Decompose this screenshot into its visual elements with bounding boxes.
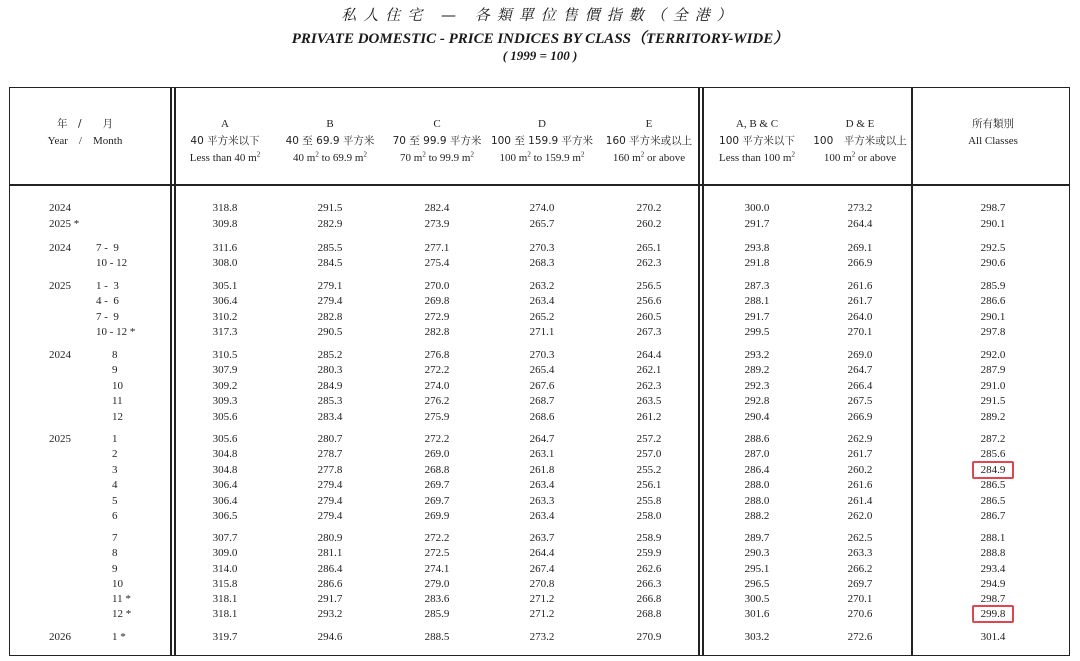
index-value: 261.7 [847, 448, 873, 460]
index-value: 267.6 [529, 380, 555, 392]
index-value: 264.4 [636, 349, 662, 361]
header-class-1 [171, 116, 279, 167]
header-year-month [20, 116, 150, 150]
index-value: 275.4 [424, 257, 450, 269]
index-value: 271.1 [529, 326, 555, 338]
index-value: 279.4 [317, 295, 343, 307]
index-value: 290.4 [744, 411, 770, 423]
index-value: 269.9 [424, 510, 450, 522]
rule-after-month-2 [174, 87, 176, 656]
row-month: 6 [112, 510, 118, 522]
index-value: 292.3 [744, 380, 770, 392]
index-value: 261.2 [636, 411, 662, 423]
index-value: 261.6 [847, 479, 873, 491]
index-value: 296.5 [744, 578, 770, 590]
header-class-6 [702, 116, 812, 167]
index-value: 263.7 [529, 532, 555, 544]
index-value: 290.1 [980, 311, 1006, 323]
index-value: 288.8 [980, 547, 1006, 559]
header-class-4 [488, 116, 596, 167]
index-value: 279.4 [317, 479, 343, 491]
index-value: 283.6 [424, 593, 450, 605]
index-value: 310.5 [212, 349, 238, 361]
index-value: 309.3 [212, 395, 238, 407]
index-value: 273.2 [847, 202, 873, 214]
index-value: 263.5 [636, 395, 662, 407]
index-value: 304.8 [212, 464, 238, 476]
row-month: 1 [112, 433, 118, 445]
header-class-en-sup: 2 [640, 150, 645, 159]
index-value: 289.7 [744, 532, 770, 544]
highlight-box [972, 605, 1014, 623]
index-value: 291.8 [744, 257, 770, 269]
index-value: 314.0 [212, 563, 238, 575]
header-class-letter: B [326, 118, 334, 130]
row-year: 2025 * [49, 218, 80, 230]
index-value: 272.6 [847, 631, 873, 643]
index-value: 306.4 [212, 479, 238, 491]
index-value: 289.2 [980, 411, 1006, 423]
index-value: 286.4 [317, 563, 343, 575]
index-value: 263.2 [529, 280, 555, 292]
index-value: 318.1 [212, 593, 238, 605]
index-value: 285.2 [317, 349, 343, 361]
header-class-en-sup: 2 [315, 150, 319, 159]
index-value: 268.8 [424, 464, 450, 476]
index-value: 268.7 [529, 395, 555, 407]
index-value: 284.9 [317, 380, 343, 392]
index-value: 288.2 [744, 510, 770, 522]
index-value: 286.7 [980, 510, 1006, 522]
row-month: 4 [112, 479, 118, 491]
index-value: 310.2 [212, 311, 238, 323]
index-value: 280.7 [317, 433, 343, 445]
page-title-english: PRIVATE DOMESTIC - PRICE INDICES BY CLASS（TERRITORY-WIDE） [291, 31, 789, 47]
index-value: 273.2 [529, 631, 555, 643]
header-class-2 [276, 116, 384, 167]
row-month: 9 [112, 364, 118, 376]
index-value: 270.3 [529, 242, 555, 254]
index-value: 309.0 [212, 547, 238, 559]
index-value: 256.5 [636, 280, 662, 292]
header-year-month-en: Year / Month [47, 135, 123, 147]
index-value: 286.6 [980, 295, 1006, 307]
rule-after-month [170, 87, 172, 656]
index-value: 269.1 [847, 242, 873, 254]
index-value: 307.7 [212, 532, 238, 544]
index-value: 282.8 [424, 326, 450, 338]
index-value: 270.1 [847, 326, 873, 338]
row-month: 7 [112, 532, 118, 544]
header-class-en: 160 $m^2$ or above [612, 150, 686, 164]
index-value: 305.1 [212, 280, 238, 292]
index-value: 269.7 [424, 479, 450, 491]
index-value: 300.0 [744, 202, 770, 214]
index-value: 309.2 [212, 380, 238, 392]
header-class-zh: 100 至 159.9 平方米 [490, 135, 594, 147]
row-month: 1 * [112, 631, 126, 643]
header-class-3 [383, 116, 491, 167]
index-value: 264.7 [529, 433, 555, 445]
header-class-letter: D & E [845, 118, 875, 130]
header-class-en: 100 $m^2$ to 159.9 $m^2$ [499, 150, 585, 164]
index-value: 293.8 [744, 242, 770, 254]
index-value: 288.5 [424, 631, 450, 643]
index-value: 318.1 [212, 608, 238, 620]
index-value: 270.2 [636, 202, 662, 214]
header-all-classes-en: All Classes [968, 135, 1018, 147]
row-month: 10 [112, 380, 123, 392]
index-value: 262.5 [847, 532, 873, 544]
row-month: 10 - 12 * [96, 326, 136, 338]
base-year-note: ( 1999 = 100 ) [502, 48, 578, 63]
index-value: 262.6 [636, 563, 662, 575]
header-all-classes [938, 116, 1048, 150]
index-value: 288.1 [980, 532, 1006, 544]
index-value: 260.5 [636, 311, 662, 323]
index-value: 284.5 [317, 257, 343, 269]
index-value: 291.0 [980, 380, 1006, 392]
index-value: 276.8 [424, 349, 450, 361]
index-value: 298.7 [980, 593, 1006, 605]
index-value: 265.7 [529, 218, 555, 230]
index-value: 304.8 [212, 448, 238, 460]
index-value: 299.8 [980, 608, 1006, 620]
header-class-7 [805, 116, 915, 167]
index-value: 290.6 [980, 257, 1006, 269]
index-value: 303.2 [744, 631, 770, 643]
index-value: 270.9 [636, 631, 662, 643]
index-value: 300.5 [744, 593, 770, 605]
index-value: 266.9 [847, 257, 873, 269]
index-value: 266.9 [847, 411, 873, 423]
index-value: 262.0 [847, 510, 873, 522]
index-value: 270.6 [847, 608, 873, 620]
index-value: 295.1 [744, 563, 770, 575]
index-value: 283.4 [317, 411, 343, 423]
header-class-letter: A [221, 118, 229, 130]
index-value: 270.8 [529, 578, 555, 590]
index-value: 274.0 [529, 202, 555, 214]
index-value: 270.3 [529, 349, 555, 361]
header-class-en: Less than 40 $m^2$ [189, 150, 261, 164]
index-value: 305.6 [212, 411, 238, 423]
index-value: 269.7 [424, 495, 450, 507]
header-class-en-sup: 2 [791, 150, 795, 159]
index-value: 293.2 [744, 349, 770, 361]
index-value: 272.2 [424, 532, 450, 544]
index-value: 291.7 [317, 593, 343, 605]
index-value: 255.8 [636, 495, 662, 507]
index-value: 272.2 [424, 364, 450, 376]
row-year: 2025 [49, 280, 71, 292]
index-value: 262.9 [847, 433, 873, 445]
index-value: 268.3 [529, 257, 555, 269]
index-value: 268.6 [529, 411, 555, 423]
header-class-zh: 40 至 69.9 平方米 [285, 135, 375, 147]
index-value: 289.2 [744, 364, 770, 376]
index-value: 263.4 [529, 510, 555, 522]
header-class-en-sup: 2 [470, 150, 474, 159]
index-value: 287.2 [980, 433, 1006, 445]
index-value: 270.1 [847, 593, 873, 605]
row-month: 7 - 9 [96, 242, 119, 254]
row-month: 8 [112, 349, 118, 361]
index-value: 271.2 [529, 608, 555, 620]
header-class-zh: 100 平方米或以上 [813, 135, 907, 147]
index-value: 307.9 [212, 364, 238, 376]
index-value: 257.2 [636, 433, 662, 445]
index-value: 261.4 [847, 495, 873, 507]
index-value: 285.3 [317, 395, 343, 407]
index-value: 267.5 [847, 395, 873, 407]
index-value: 290.1 [980, 218, 1006, 230]
index-value: 278.7 [317, 448, 343, 460]
index-value: 279.4 [317, 495, 343, 507]
row-month: 2 [112, 448, 118, 460]
index-value: 294.9 [980, 578, 1006, 590]
header-class-en-sup: 2 [256, 150, 261, 159]
index-value: 266.2 [847, 563, 873, 575]
index-value: 282.8 [317, 311, 343, 323]
index-value: 258.9 [636, 532, 662, 544]
page-title-chinese: 私人住宅 — 各類單位售價指數（全港） [341, 6, 739, 24]
index-value: 256.6 [636, 295, 662, 307]
index-value: 258.0 [636, 510, 662, 522]
rule-after-class-e-2 [702, 87, 704, 656]
row-year: 2024 [49, 202, 71, 214]
index-value: 260.2 [636, 218, 662, 230]
index-value: 292.5 [980, 242, 1006, 254]
index-value: 256.1 [636, 479, 662, 491]
row-month: 1 - 3 [96, 280, 119, 292]
header-class-en: 70 $m^2$ to 99.9 $m^2$ [400, 150, 474, 164]
index-value: 257.0 [636, 448, 662, 460]
header-class-zh: 100 平方米以下 [719, 135, 795, 147]
header-class-en-sup: 2 [363, 150, 367, 159]
index-value: 291.5 [980, 395, 1006, 407]
header-year-month-zh: 年 / 月 [56, 118, 114, 130]
index-value: 273.9 [424, 218, 450, 230]
header-class-en-sup: 2 [580, 150, 585, 159]
header-class-letter: C [433, 118, 441, 130]
index-value: 282.9 [317, 218, 343, 230]
header-class-letter: D [538, 118, 546, 130]
header-class-letter: E [645, 118, 653, 130]
index-value: 287.3 [744, 280, 770, 292]
rule-after-class-e [698, 87, 700, 656]
index-value: 265.4 [529, 364, 555, 376]
index-value: 284.9 [980, 464, 1006, 476]
header-class-en: 100 $m^2$ or above [823, 150, 897, 164]
index-value: 265.1 [636, 242, 662, 254]
index-value: 285.5 [317, 242, 343, 254]
index-value: 292.0 [980, 349, 1006, 361]
index-value: 291.5 [317, 202, 343, 214]
row-month: 11 [112, 395, 123, 407]
index-value: 269.8 [424, 295, 450, 307]
index-value: 263.3 [847, 547, 873, 559]
index-value: 308.0 [212, 257, 238, 269]
index-value: 261.6 [847, 280, 873, 292]
index-value: 288.6 [744, 433, 770, 445]
highlight-box [972, 461, 1014, 479]
index-value: 317.3 [212, 326, 238, 338]
row-year: 2026 [49, 631, 71, 643]
index-value: 287.9 [980, 364, 1006, 376]
index-value: 293.4 [980, 563, 1006, 575]
index-value: 288.1 [744, 295, 770, 307]
index-value: 269.0 [424, 448, 450, 460]
header-class-5 [595, 116, 703, 167]
header-all-classes-zh: 所有類別 [972, 118, 1014, 130]
index-value: 294.6 [317, 631, 343, 643]
index-value: 311.6 [212, 242, 238, 254]
index-value: 275.9 [424, 411, 450, 423]
index-value: 264.0 [847, 311, 873, 323]
index-value: 306.4 [212, 295, 238, 307]
index-value: 265.2 [529, 311, 555, 323]
row-month: 10 [112, 578, 123, 590]
index-value: 305.6 [212, 433, 238, 445]
index-value: 286.5 [980, 495, 1006, 507]
index-value: 306.5 [212, 510, 238, 522]
index-value: 262.3 [636, 380, 662, 392]
header-class-zh: 40 平方米以下 [190, 135, 260, 147]
index-value: 279.1 [317, 280, 343, 292]
row-year: 2024 [49, 349, 71, 361]
index-value: 297.8 [980, 326, 1006, 338]
index-value: 298.7 [980, 202, 1006, 214]
index-value: 306.4 [212, 495, 238, 507]
row-month: 10 - 12 [96, 257, 128, 269]
index-value: 315.8 [212, 578, 238, 590]
index-value: 259.9 [636, 547, 662, 559]
index-value: 285.9 [980, 280, 1006, 292]
row-month: 11 * [112, 593, 131, 605]
index-value: 291.7 [744, 311, 770, 323]
index-value: 274.1 [424, 563, 450, 575]
header-class-zh: 70 至 99.9 平方米 [392, 135, 482, 147]
index-value: 269.0 [847, 349, 873, 361]
index-value: 299.5 [744, 326, 770, 338]
index-value: 301.6 [744, 608, 770, 620]
index-value: 270.0 [424, 280, 450, 292]
index-value: 266.8 [636, 593, 662, 605]
index-value: 264.4 [529, 547, 555, 559]
index-value: 309.8 [212, 218, 238, 230]
index-value: 269.7 [847, 578, 873, 590]
index-value: 262.3 [636, 257, 662, 269]
index-value: 261.7 [847, 295, 873, 307]
header-class-en-sup: 2 [527, 150, 531, 159]
row-month: 12 * [112, 608, 132, 620]
index-value: 279.0 [424, 578, 450, 590]
row-month: 4 - 6 [96, 295, 119, 307]
index-value: 292.8 [744, 395, 770, 407]
index-value: 288.0 [744, 479, 770, 491]
header-class-letter: A, B & C [735, 118, 779, 130]
index-value: 272.2 [424, 433, 450, 445]
row-month: 3 [112, 464, 118, 476]
index-value: 279.4 [317, 510, 343, 522]
index-value: 286.6 [317, 578, 343, 590]
index-value: 293.2 [317, 608, 343, 620]
row-year: 2024 [49, 242, 71, 254]
row-month: 8 [112, 547, 118, 559]
index-value: 264.4 [847, 218, 873, 230]
index-value: 285.6 [980, 448, 1006, 460]
row-month: 9 [112, 563, 118, 575]
index-value: 280.9 [317, 532, 343, 544]
rule-before-all-classes [911, 87, 913, 656]
index-value: 263.4 [529, 295, 555, 307]
index-value: 263.3 [529, 495, 555, 507]
header-class-en: 40 $m^2$ to 69.9 $m^2$ [293, 150, 367, 164]
header-class-en-sup: 2 [851, 150, 856, 159]
index-value: 272.9 [424, 311, 450, 323]
index-value: 291.7 [744, 218, 770, 230]
index-value: 263.4 [529, 479, 555, 491]
index-value: 277.8 [317, 464, 343, 476]
index-value: 286.5 [980, 479, 1006, 491]
index-value: 263.1 [529, 448, 555, 460]
index-value: 282.4 [424, 202, 450, 214]
index-value: 272.5 [424, 547, 450, 559]
index-value: 281.1 [317, 547, 343, 559]
index-value: 285.9 [424, 608, 450, 620]
index-value: 267.3 [636, 326, 662, 338]
index-value: 271.2 [529, 593, 555, 605]
row-year: 2025 [49, 433, 71, 445]
index-value: 301.4 [980, 631, 1006, 643]
index-value: 260.2 [847, 464, 873, 476]
index-value: 268.8 [636, 608, 662, 620]
index-value: 288.0 [744, 495, 770, 507]
index-value: 319.7 [212, 631, 238, 643]
index-value: 255.2 [636, 464, 662, 476]
index-value: 266.4 [847, 380, 873, 392]
index-value: 290.3 [744, 547, 770, 559]
index-value: 277.1 [424, 242, 450, 254]
index-value: 286.4 [744, 464, 770, 476]
row-month: 7 - 9 [96, 311, 119, 323]
index-value: 262.1 [636, 364, 662, 376]
index-value: 287.0 [744, 448, 770, 460]
index-value: 274.0 [424, 380, 450, 392]
row-month: 5 [112, 495, 118, 507]
index-value: 290.5 [317, 326, 343, 338]
index-value: 266.3 [636, 578, 662, 590]
header-class-en-sup: 2 [422, 150, 426, 159]
index-value: 318.8 [212, 202, 238, 214]
index-value: 261.8 [529, 464, 555, 476]
row-month: 12 [112, 411, 123, 423]
index-value: 267.4 [529, 563, 555, 575]
header-class-en: Less than 100 $m^2$ [719, 150, 795, 164]
index-value: 264.7 [847, 364, 873, 376]
index-value: 276.2 [424, 395, 450, 407]
index-value: 280.3 [317, 364, 343, 376]
header-class-zh: 160 平方米或以上 [605, 135, 693, 147]
